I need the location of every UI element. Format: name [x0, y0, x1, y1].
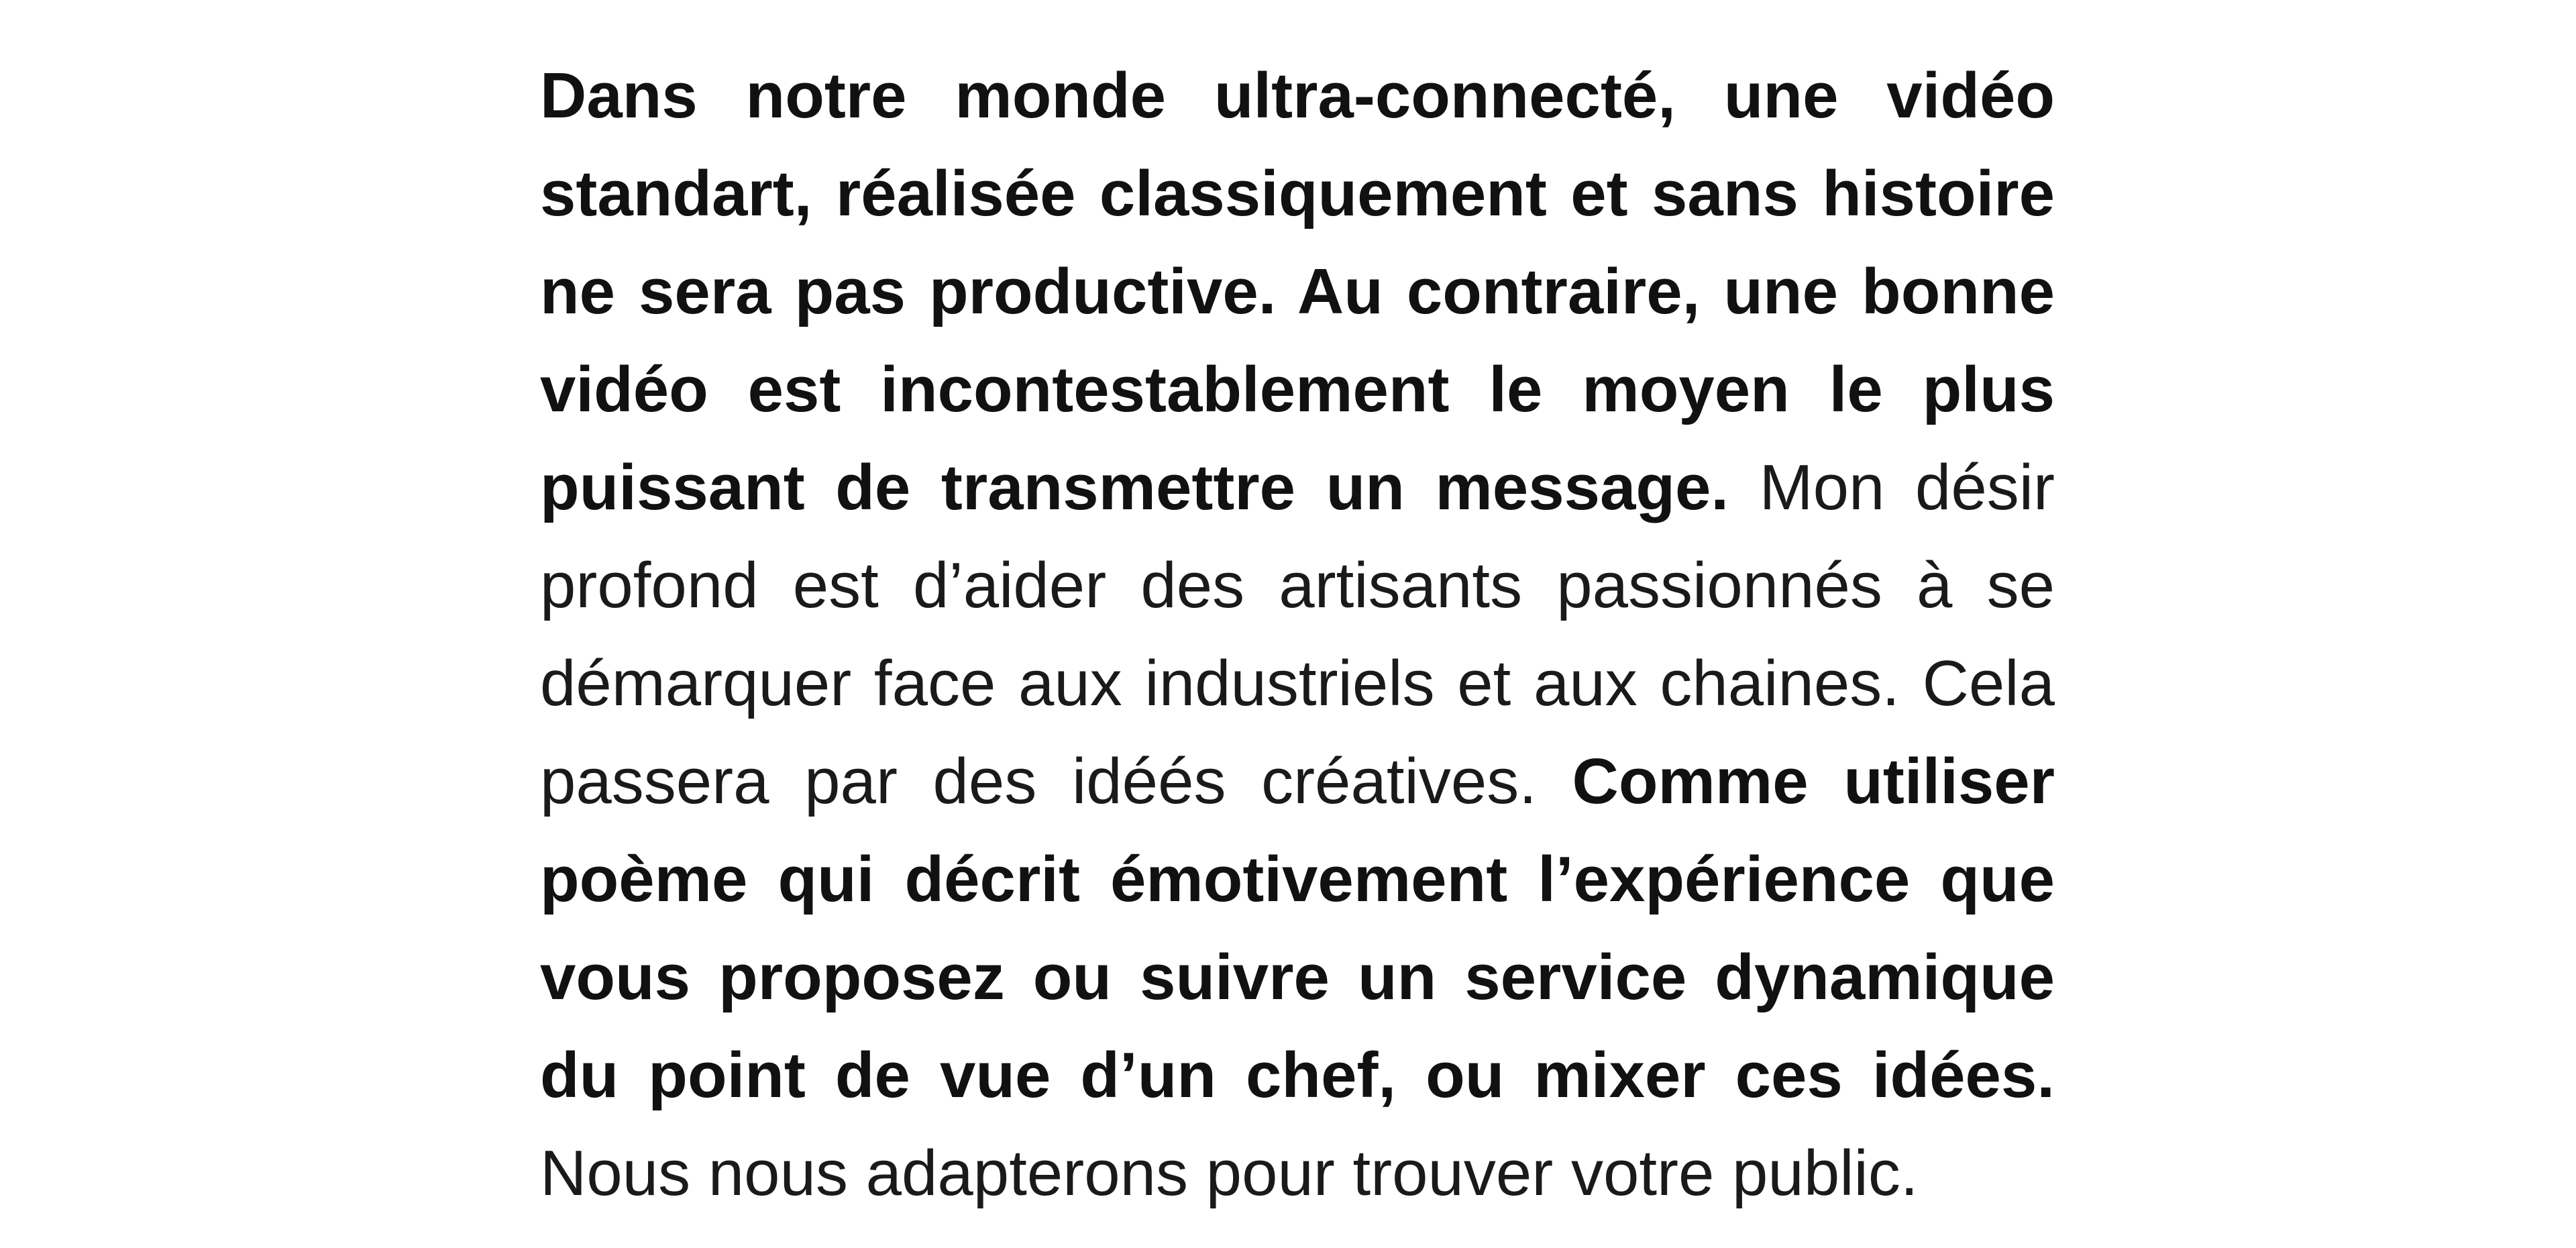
bold-text-segment-2: Comme utiliser poème qui décrit émotivement l’expérience que vous proposez ou suivre un service dynamique du point de vue d’un chef, ou mixer ces idées. [540, 745, 2055, 1111]
regular-text-segment-2: Nous nous adapterons pour trouver votre public. [540, 1137, 1919, 1209]
regular-text-segment-1: Mon désir profond est d’aider des artisants passionnés à se démarquer face aux industriels et aux chaines. Cela passera par des idéés créatives. [540, 452, 2055, 817]
body-paragraph [540, 47, 2055, 1223]
bold-text-segment-1: Dans notre monde ultra-connecté, une vidéo standart, réalisée classiquement et sans histoire ne sera pas productive. Au contraire, une bonne vidéo est incontestablement le moyen le plus puissant de transmettre un message. [540, 60, 2055, 523]
